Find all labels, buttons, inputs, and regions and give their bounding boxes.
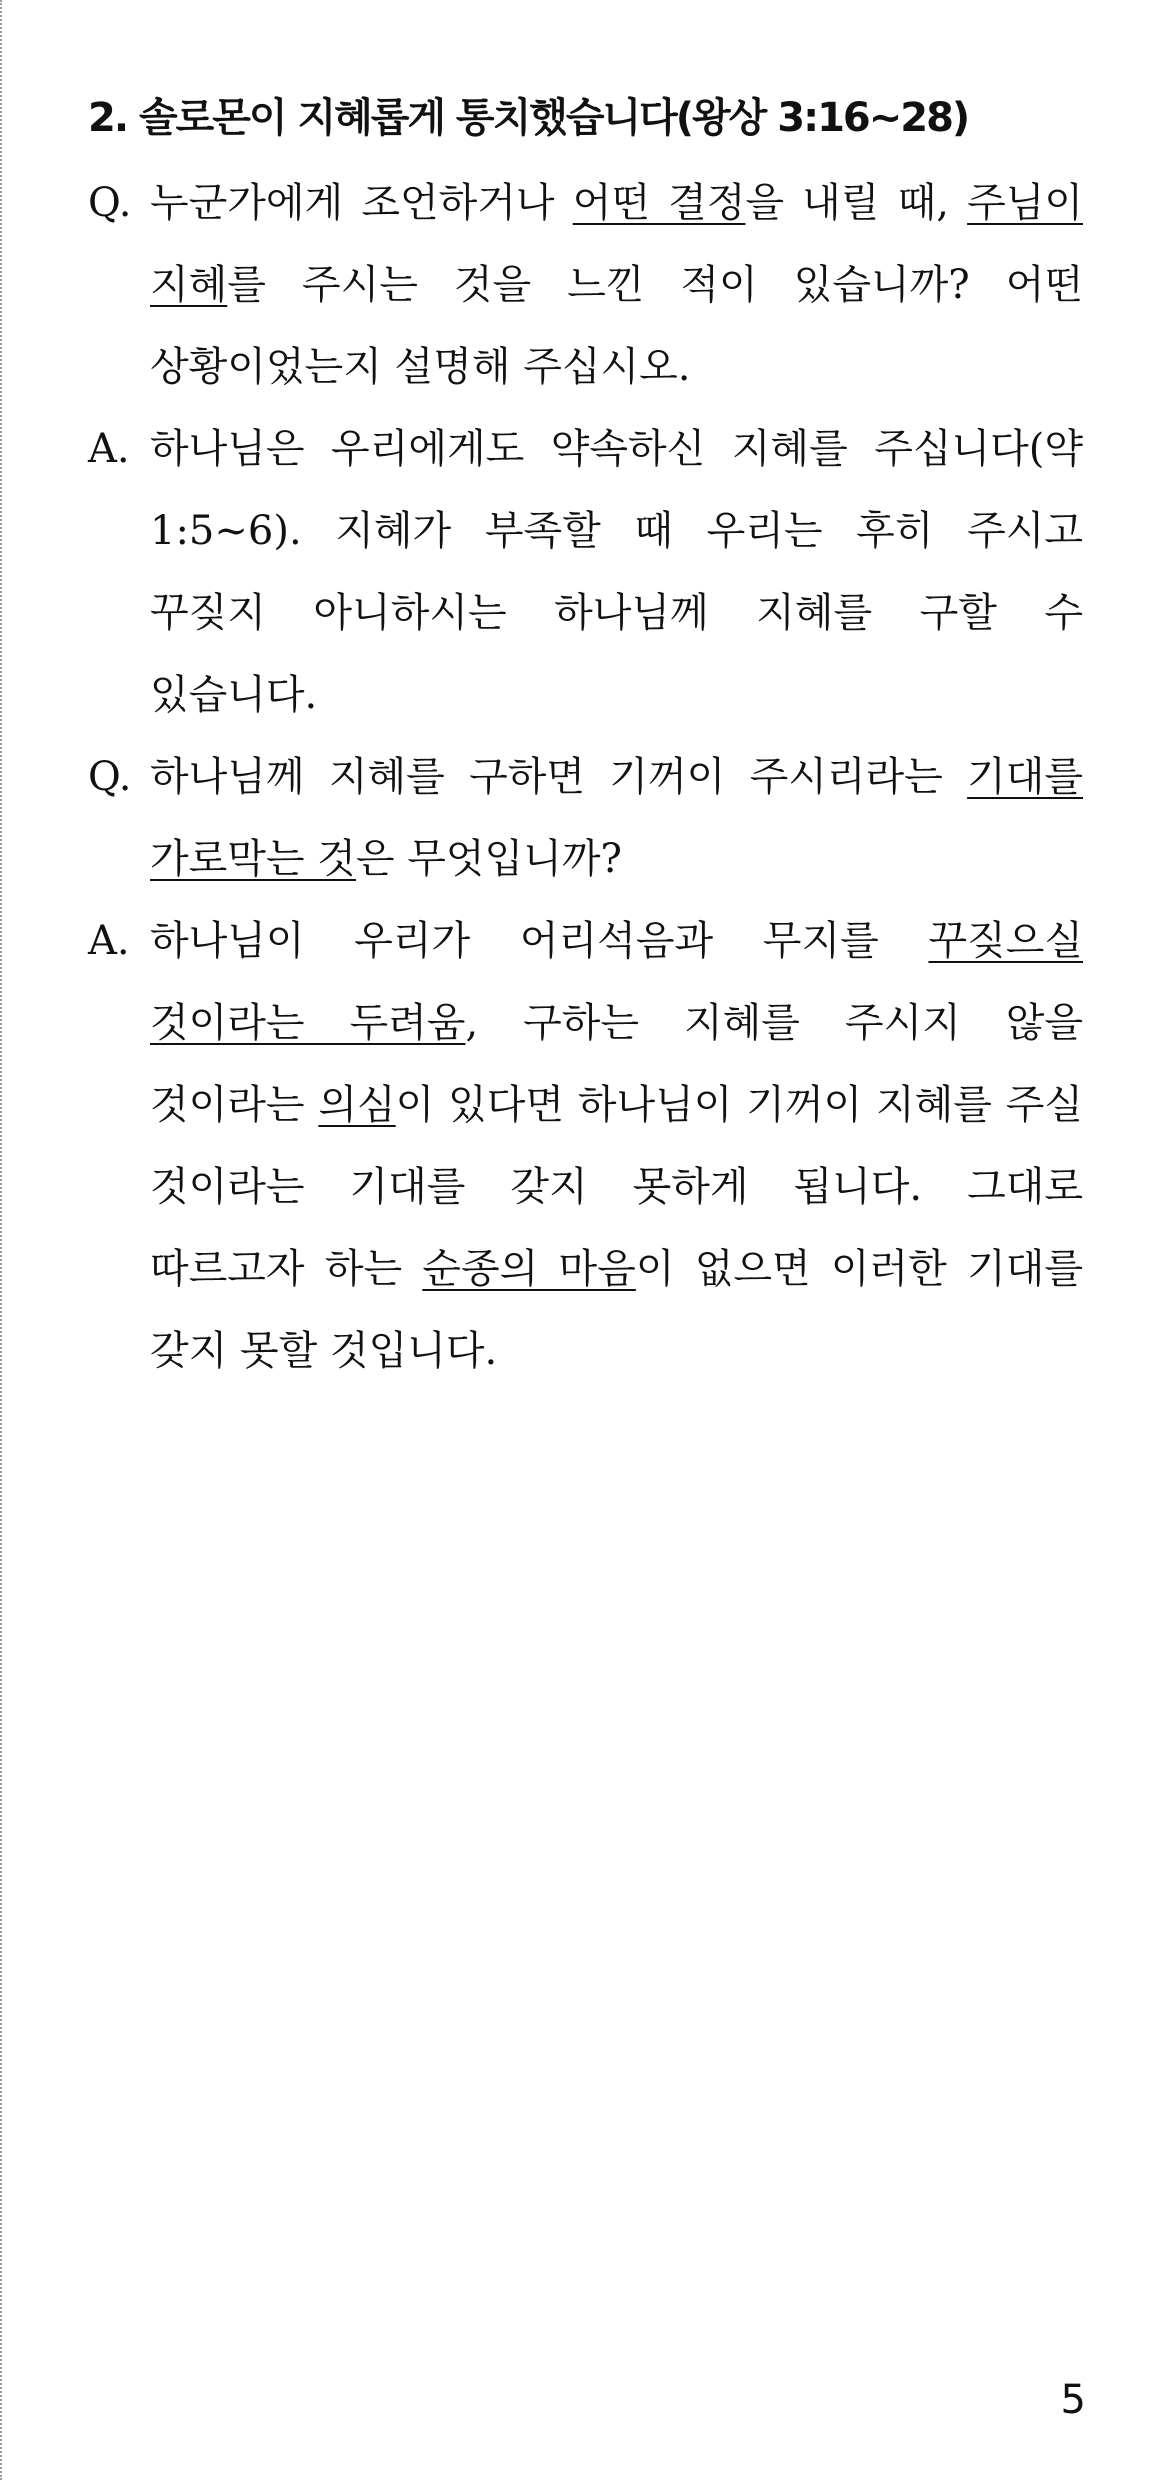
item-marker: Q. bbox=[88, 180, 132, 226]
underlined-phrase: 주님이 지혜 bbox=[150, 180, 1083, 308]
underlined-phrase: 의심 bbox=[318, 1082, 396, 1128]
text-segment: 를 주시는 것을 느낀 적이 있습니까? 어떤 상황이었는지 설명해 주십시오. bbox=[150, 262, 1083, 390]
answer-item bbox=[88, 900, 1083, 1392]
page-number: 5 bbox=[1060, 2377, 1086, 2423]
text-segment: 하나님은 우리에게도 약속하신 지혜를 주십니다(약 1:5~6). 지혜가 부족할 때 우리는 후히 주시고 꾸짖지 아니하시는 하나님께 지혜를 구할 수 있습니다. bbox=[150, 426, 1083, 718]
underlined-phrase: 순종의 마음 bbox=[422, 1246, 636, 1292]
text-segment: 누군가에게 조언하거나 bbox=[150, 180, 573, 226]
item-text bbox=[150, 162, 1083, 408]
item-marker: Q. bbox=[88, 754, 132, 800]
underlined-phrase: 기대를 가로막는 것 bbox=[150, 754, 1083, 882]
question-item bbox=[88, 736, 1083, 900]
text-segment: 이 없으면 이러한 기대를 갖지 못할 것입니다. bbox=[150, 1246, 1083, 1374]
underlined-phrase: 꾸짖으실 것이라는 두려움 bbox=[150, 918, 1083, 1046]
answer-item bbox=[88, 408, 1083, 736]
document-page bbox=[88, 82, 1083, 1392]
item-text bbox=[150, 736, 1083, 900]
item-text bbox=[150, 408, 1083, 736]
text-segment: 하나님께 지혜를 구하면 기꺼이 주시리라는 bbox=[150, 754, 968, 800]
item-text bbox=[150, 900, 1083, 1392]
item-marker: A. bbox=[88, 426, 130, 472]
question-item bbox=[88, 162, 1083, 408]
text-segment: 이 있다면 하나님이 기꺼이 지혜를 주실 것이라는 기대를 갖지 못하게 됩니다. 그대로 따르고자 하는 bbox=[150, 1082, 1083, 1292]
page-edge-dotted-rule bbox=[0, 0, 2, 2480]
section-title: 2. 솔로몬이 지혜롭게 통치했습니다(왕상 3:16~28) bbox=[88, 95, 969, 141]
text-segment: , 구하는 지혜를 주시지 않을 것이라는 bbox=[150, 1000, 1083, 1128]
item-marker: A. bbox=[88, 918, 130, 964]
text-segment: 은 무엇입니까? bbox=[355, 836, 622, 882]
text-segment: 하나님이 우리가 어리석음과 무지를 bbox=[150, 918, 929, 964]
text-segment: 을 내릴 때, bbox=[745, 180, 968, 226]
underlined-phrase: 어떤 결정 bbox=[572, 180, 746, 226]
